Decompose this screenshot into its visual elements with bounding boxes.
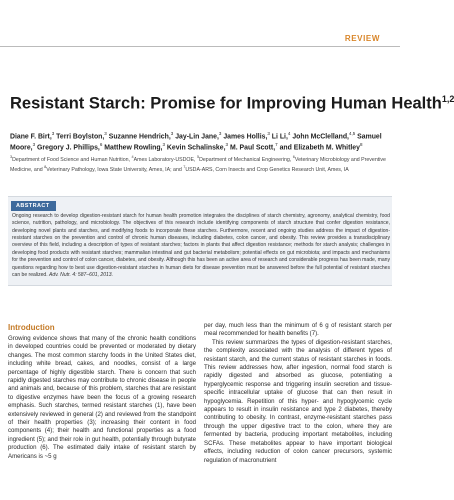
author-affiliation-marker: 3	[218, 131, 222, 136]
affiliation-marker: 7	[183, 164, 186, 169]
abstract-label: ABSTRACT	[11, 201, 56, 211]
author-name[interactable]: and Elizabeth M. Whitley	[279, 144, 360, 152]
intro-paragraph-1: Growing evidence shows that many of the chronic health conditions in developed countries could be prevented or moderated by dietary changes. The most common starchy foods in the United States diet, including white bread, cakes, and noodles, consist of a large percentage of highly digestible starch. There is concern that such rapidly digested starches may contribute to chronic disease in people and animals and, because of this problem, starches that are resistant to digestive enzymes have been the focus of a growing research emphasis. Such starches, termed resistant starches (1), have been extensively reviewed in general (2) and reviewed from the standpoint of their health properties (3); increasing their content in food components (4); their health and functional properties as a food ingredient (5); and their role in gut health, potentially through butyrate production (6). The estimated daily intake of resistant starch by Americans is ~5 g	[8, 335, 196, 460]
affiliation-text: Department of Food Science and Human Nutrition,	[12, 156, 132, 163]
author-name[interactable]: Jay-Lin Jane,	[175, 133, 219, 141]
affiliation-marker: 4	[131, 155, 134, 159]
affiliations	[10, 155, 392, 174]
affiliation-marker: 8	[44, 164, 47, 169]
author-affiliation-marker: 3	[225, 142, 229, 148]
author-name[interactable]: Gregory J. Phillips,	[37, 144, 100, 152]
author-affiliation-marker: 4	[287, 131, 291, 136]
abstract-text	[12, 213, 390, 279]
author-affiliation-marker: 8	[359, 142, 363, 148]
article-title	[10, 94, 454, 114]
intro-paragraph-1-continued: per day, much less than the minimum of 6 g of resistant starch per meal recommended for health benefits (7).	[204, 322, 392, 338]
article-title-text: Resistant Starch: Promise for Improving Human Health	[10, 94, 442, 113]
author-affiliation-marker: 3	[51, 131, 55, 136]
author-affiliation-marker: 3	[104, 131, 107, 136]
abstract-body: Ongoing research to develop digestion-resistant starch for human health promotion integrates the disciplines of starch chemistry, agronomy, analytical chemistry, food science, nutrition, pathology, and microbiology. The objectives of this research include identifying components of starch structure that confer digestion resistance, developing novel plants and starches, and modifying foods to incorporate these starches. Furthermore, recent and ongoing studies address the impact of digestion-resistant starches on the prevention and control of chronic human diseases, including diabetes, colon cancer, and obesity. This review provides a transdisciplinary overview of this field, including a description of types of resistant starches; factors in plants that affect digestion resistance; methods for starch analysis; challenges in developing food products with resistant starches; mammalian intestinal and gut bacterial metabolism; potential effects on gut microbiota; and impacts and mechanisms for the prevention and control of colon cancer, diabetes, and obesity. Although this has been an active area of research and considerable progress has been made, many questions regarding how to best use digestion-resistant starches in human diets for disease prevention must be answered before the full potential of resistant starches can be realized.	[12, 213, 390, 278]
abstract-citation: Adv. Nutr. 4: 587–601, 2013.	[49, 271, 114, 278]
intro-paragraph-2: This review summarizes the types of digestion-resistant starches, the complexity associated with the analysis of different types of resistant starch, and the current status of resistant starches in foods. This review addresses how, after ingestion, normal food starch is rapidly digested and absorbed as glucose, potentiating a hyperglycemic response and triggering insulin secretion and tissue-specific intracellular uptake of glucose that can then result in hypoglycemia. Repetition of this hyper- and hypoglycemic cycle appears to result in insulin resistance and type 2 diabetes, thereby contributing to obesity. In contrast, enzyme-resistant starches pass through the upper digestive tract to the colon, where they are fermented by bacteria, producing important metabolites, including SCFAs. These metabolites appear to have important biological effects, including reduction of colon cancer precursors, systemic regulation of macronutrient	[204, 338, 392, 464]
affiliation-text: Ames Laboratory-USDOE,	[133, 156, 197, 163]
affiliation-text: Veterinary Pathology, Iowa State University, Ames, IA; and	[46, 166, 184, 173]
header-divider	[0, 46, 400, 47]
author-name[interactable]: Samuel Moore,	[10, 133, 382, 152]
author-affiliation-marker: 3	[162, 142, 165, 148]
author-name[interactable]: John McClelland,	[292, 133, 349, 141]
affiliation-marker: 3	[10, 155, 13, 159]
author-name[interactable]: Li Li,	[271, 133, 288, 141]
affiliation-text: Veterinary Microbiology and Preventive Medicine, and	[10, 156, 386, 173]
author-name[interactable]: Matthew Rowling,	[104, 144, 163, 152]
section-heading-introduction: Introduction	[8, 323, 55, 332]
author-name[interactable]: Kevin Schalinske,	[166, 144, 226, 152]
body-column-right	[204, 322, 392, 465]
affiliation-text: Department of Mechanical Engineering,	[199, 156, 293, 163]
article-type-tag: REVIEW	[344, 34, 380, 43]
author-name[interactable]: M. Paul Scott,	[229, 144, 276, 152]
author-affiliation-marker: 7	[275, 142, 278, 148]
abstract-box	[8, 196, 392, 286]
author-name[interactable]: James Hollis,	[223, 133, 268, 141]
author-affiliation-marker: 3	[267, 131, 270, 136]
title-footnote-marker[interactable]: 1,2	[441, 94, 454, 104]
author-list	[10, 131, 390, 154]
author-affiliation-marker: 6	[99, 142, 103, 148]
author-affiliation-marker: 3	[170, 131, 174, 136]
author-affiliation-marker: 4,5	[348, 131, 356, 136]
affiliation-text: USDA-ARS, Corn Insects and Crop Genetics Research Unit, Ames, IA	[185, 166, 349, 173]
affiliation-marker: 6	[292, 155, 295, 159]
author-name[interactable]: Terri Boylston,	[56, 133, 105, 141]
body-column-left	[8, 335, 196, 461]
author-affiliation-marker: 3	[32, 142, 36, 148]
author-name[interactable]: Diane F. Birt,	[10, 133, 52, 141]
author-name[interactable]: Suzanne Hendrich,	[108, 133, 171, 141]
affiliation-marker: 5	[196, 155, 200, 159]
